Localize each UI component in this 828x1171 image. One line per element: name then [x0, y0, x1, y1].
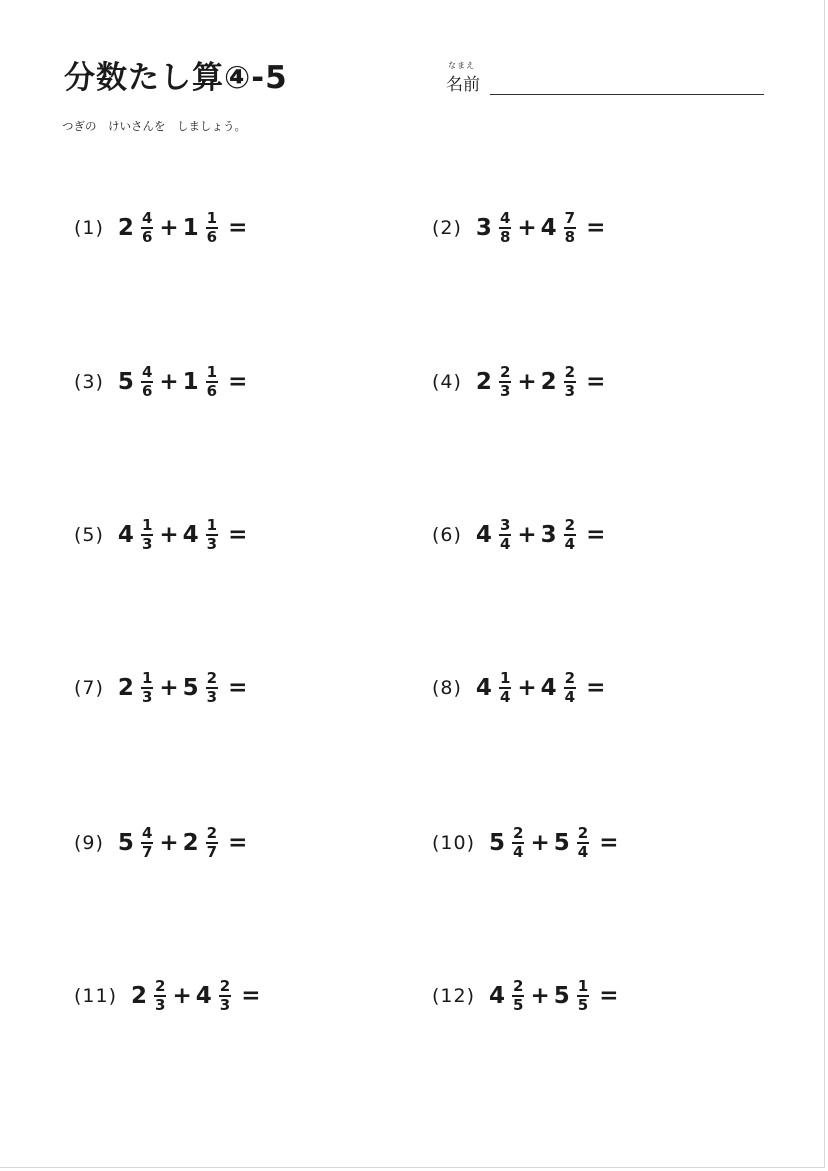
- problem-number: (9): [74, 832, 104, 854]
- problem-number: (2): [432, 217, 462, 239]
- plus-sign: +: [530, 983, 550, 1009]
- numerator: 4: [141, 209, 153, 227]
- problem-6: [432, 515, 605, 555]
- whole-number: 2: [117, 675, 134, 701]
- numerator: 4: [141, 363, 153, 381]
- numerator: 2: [206, 669, 218, 687]
- whole-number: 2: [117, 215, 134, 241]
- denominator: 4: [564, 688, 576, 706]
- name-field: [446, 60, 766, 100]
- plus-sign: +: [159, 369, 179, 395]
- equals-sign: =: [599, 830, 619, 856]
- whole-number: 4: [117, 522, 134, 548]
- whole-number: 4: [540, 675, 557, 701]
- denominator: 4: [577, 843, 589, 861]
- denominator: 8: [564, 228, 576, 246]
- problem-8: [432, 668, 605, 708]
- plus-sign: +: [517, 675, 537, 701]
- problem-number: (11): [74, 985, 118, 1007]
- fraction: [141, 211, 153, 245]
- equals-sign: =: [228, 215, 248, 241]
- whole-number: 4: [475, 675, 492, 701]
- denominator: 6: [141, 228, 153, 246]
- numerator: 2: [513, 977, 524, 995]
- fraction: [499, 211, 511, 245]
- denominator: 3: [564, 382, 576, 400]
- numerator: 7: [564, 209, 576, 227]
- fraction: [206, 518, 218, 552]
- numerator: 2: [219, 977, 231, 995]
- problem-7: [74, 668, 247, 708]
- problem-11: [74, 976, 260, 1016]
- plus-sign: +: [159, 675, 179, 701]
- numerator: 1: [141, 669, 153, 687]
- plus-sign: +: [517, 369, 537, 395]
- name-write-line[interactable]: [490, 94, 764, 95]
- fraction: [141, 826, 153, 860]
- equals-sign: =: [599, 983, 619, 1009]
- whole-number: 5: [553, 983, 570, 1009]
- whole-number: 5: [117, 369, 134, 395]
- numerator: 2: [206, 824, 218, 842]
- name-ruby: なまえ: [448, 61, 475, 70]
- plus-sign: +: [159, 830, 179, 856]
- plus-sign: +: [530, 830, 550, 856]
- denominator: 6: [206, 382, 218, 400]
- fraction: [206, 211, 218, 245]
- whole-number: 5: [117, 830, 134, 856]
- whole-number: 4: [195, 983, 212, 1009]
- whole-number: 5: [489, 830, 506, 856]
- problem-number: (6): [432, 524, 462, 546]
- plus-sign: +: [172, 983, 192, 1009]
- plus-sign: +: [517, 522, 537, 548]
- denominator: 3: [219, 996, 231, 1014]
- denominator: 4: [513, 843, 524, 861]
- fraction: [141, 365, 153, 399]
- denominator: 3: [206, 535, 218, 553]
- fraction: [499, 671, 511, 705]
- problem-number: (10): [432, 832, 476, 854]
- fraction: [206, 826, 218, 860]
- numerator: 3: [499, 516, 511, 534]
- whole-number: 4: [540, 215, 557, 241]
- equals-sign: =: [228, 830, 248, 856]
- numerator: 2: [564, 516, 576, 534]
- whole-number: 1: [182, 215, 199, 241]
- fraction: [564, 671, 576, 705]
- numerator: 1: [206, 209, 218, 227]
- denominator: 8: [499, 228, 511, 246]
- fraction: [512, 979, 524, 1013]
- fraction: [206, 671, 218, 705]
- equals-sign: =: [586, 522, 606, 548]
- denominator: 3: [141, 688, 153, 706]
- fraction: [499, 365, 511, 399]
- equals-sign: =: [586, 215, 606, 241]
- fraction: [577, 826, 589, 860]
- whole-number: 5: [182, 675, 199, 701]
- whole-number: 2: [182, 830, 199, 856]
- numerator: 1: [141, 516, 153, 534]
- whole-number: 3: [475, 215, 492, 241]
- whole-number: 1: [182, 369, 199, 395]
- problem-12: [432, 976, 618, 1016]
- whole-number: 3: [540, 522, 557, 548]
- plus-sign: +: [159, 215, 179, 241]
- numerator: 1: [577, 977, 589, 995]
- name-label: 名前: [446, 75, 480, 95]
- fraction: [219, 979, 231, 1013]
- problem-4: [432, 362, 605, 402]
- whole-number: 2: [131, 983, 148, 1009]
- denominator: 3: [206, 688, 218, 706]
- numerator: 1: [499, 669, 511, 687]
- problem-number: (4): [432, 371, 462, 393]
- numerator: 2: [564, 669, 576, 687]
- whole-number: 4: [489, 983, 506, 1009]
- plus-sign: +: [159, 522, 179, 548]
- plus-sign: +: [517, 215, 537, 241]
- denominator: 6: [141, 382, 153, 400]
- denominator: 3: [141, 535, 153, 553]
- problem-1: [74, 208, 247, 248]
- equals-sign: =: [586, 369, 606, 395]
- numerator: 1: [206, 516, 218, 534]
- fraction: [499, 518, 511, 552]
- fraction: [564, 365, 576, 399]
- problem-number: (12): [432, 985, 476, 1007]
- whole-number: 4: [475, 522, 492, 548]
- fraction: [141, 671, 153, 705]
- problem-10: [432, 823, 618, 863]
- problem-number: (8): [432, 677, 462, 699]
- denominator: 7: [206, 843, 218, 861]
- fraction: [577, 979, 589, 1013]
- instruction-text: つぎの けいさんを しましょう。: [62, 119, 246, 133]
- problem-2: [432, 208, 605, 248]
- whole-number: 2: [540, 369, 557, 395]
- numerator: 4: [499, 209, 511, 227]
- denominator: 7: [141, 843, 153, 861]
- fraction: [512, 826, 524, 860]
- fraction: [141, 518, 153, 552]
- numerator: 2: [155, 977, 166, 995]
- problem-3: [74, 362, 247, 402]
- denominator: 6: [206, 228, 218, 246]
- worksheet-title: 分数たし算④-5: [64, 60, 288, 96]
- equals-sign: =: [228, 522, 248, 548]
- equals-sign: =: [228, 675, 248, 701]
- denominator: 5: [513, 996, 524, 1014]
- problem-number: (7): [74, 677, 104, 699]
- equals-sign: =: [586, 675, 606, 701]
- denominator: 5: [577, 996, 589, 1014]
- problem-number: (5): [74, 524, 104, 546]
- whole-number: 4: [182, 522, 199, 548]
- numerator: 1: [206, 363, 218, 381]
- denominator: 4: [499, 535, 511, 553]
- denominator: 3: [155, 996, 166, 1014]
- fraction: [154, 979, 166, 1013]
- fraction: [564, 518, 576, 552]
- problem-5: [74, 515, 247, 555]
- fraction: [564, 211, 576, 245]
- whole-number: 5: [553, 830, 570, 856]
- numerator: 2: [513, 824, 524, 842]
- denominator: 4: [564, 535, 576, 553]
- denominator: 3: [499, 382, 511, 400]
- numerator: 2: [499, 363, 511, 381]
- equals-sign: =: [228, 369, 248, 395]
- denominator: 4: [499, 688, 511, 706]
- problem-number: (3): [74, 371, 104, 393]
- problem-9: [74, 823, 247, 863]
- numerator: 4: [141, 824, 153, 842]
- equals-sign: =: [241, 983, 261, 1009]
- numerator: 2: [577, 824, 589, 842]
- whole-number: 2: [475, 369, 492, 395]
- problem-number: (1): [74, 217, 104, 239]
- fraction: [206, 365, 218, 399]
- numerator: 2: [564, 363, 576, 381]
